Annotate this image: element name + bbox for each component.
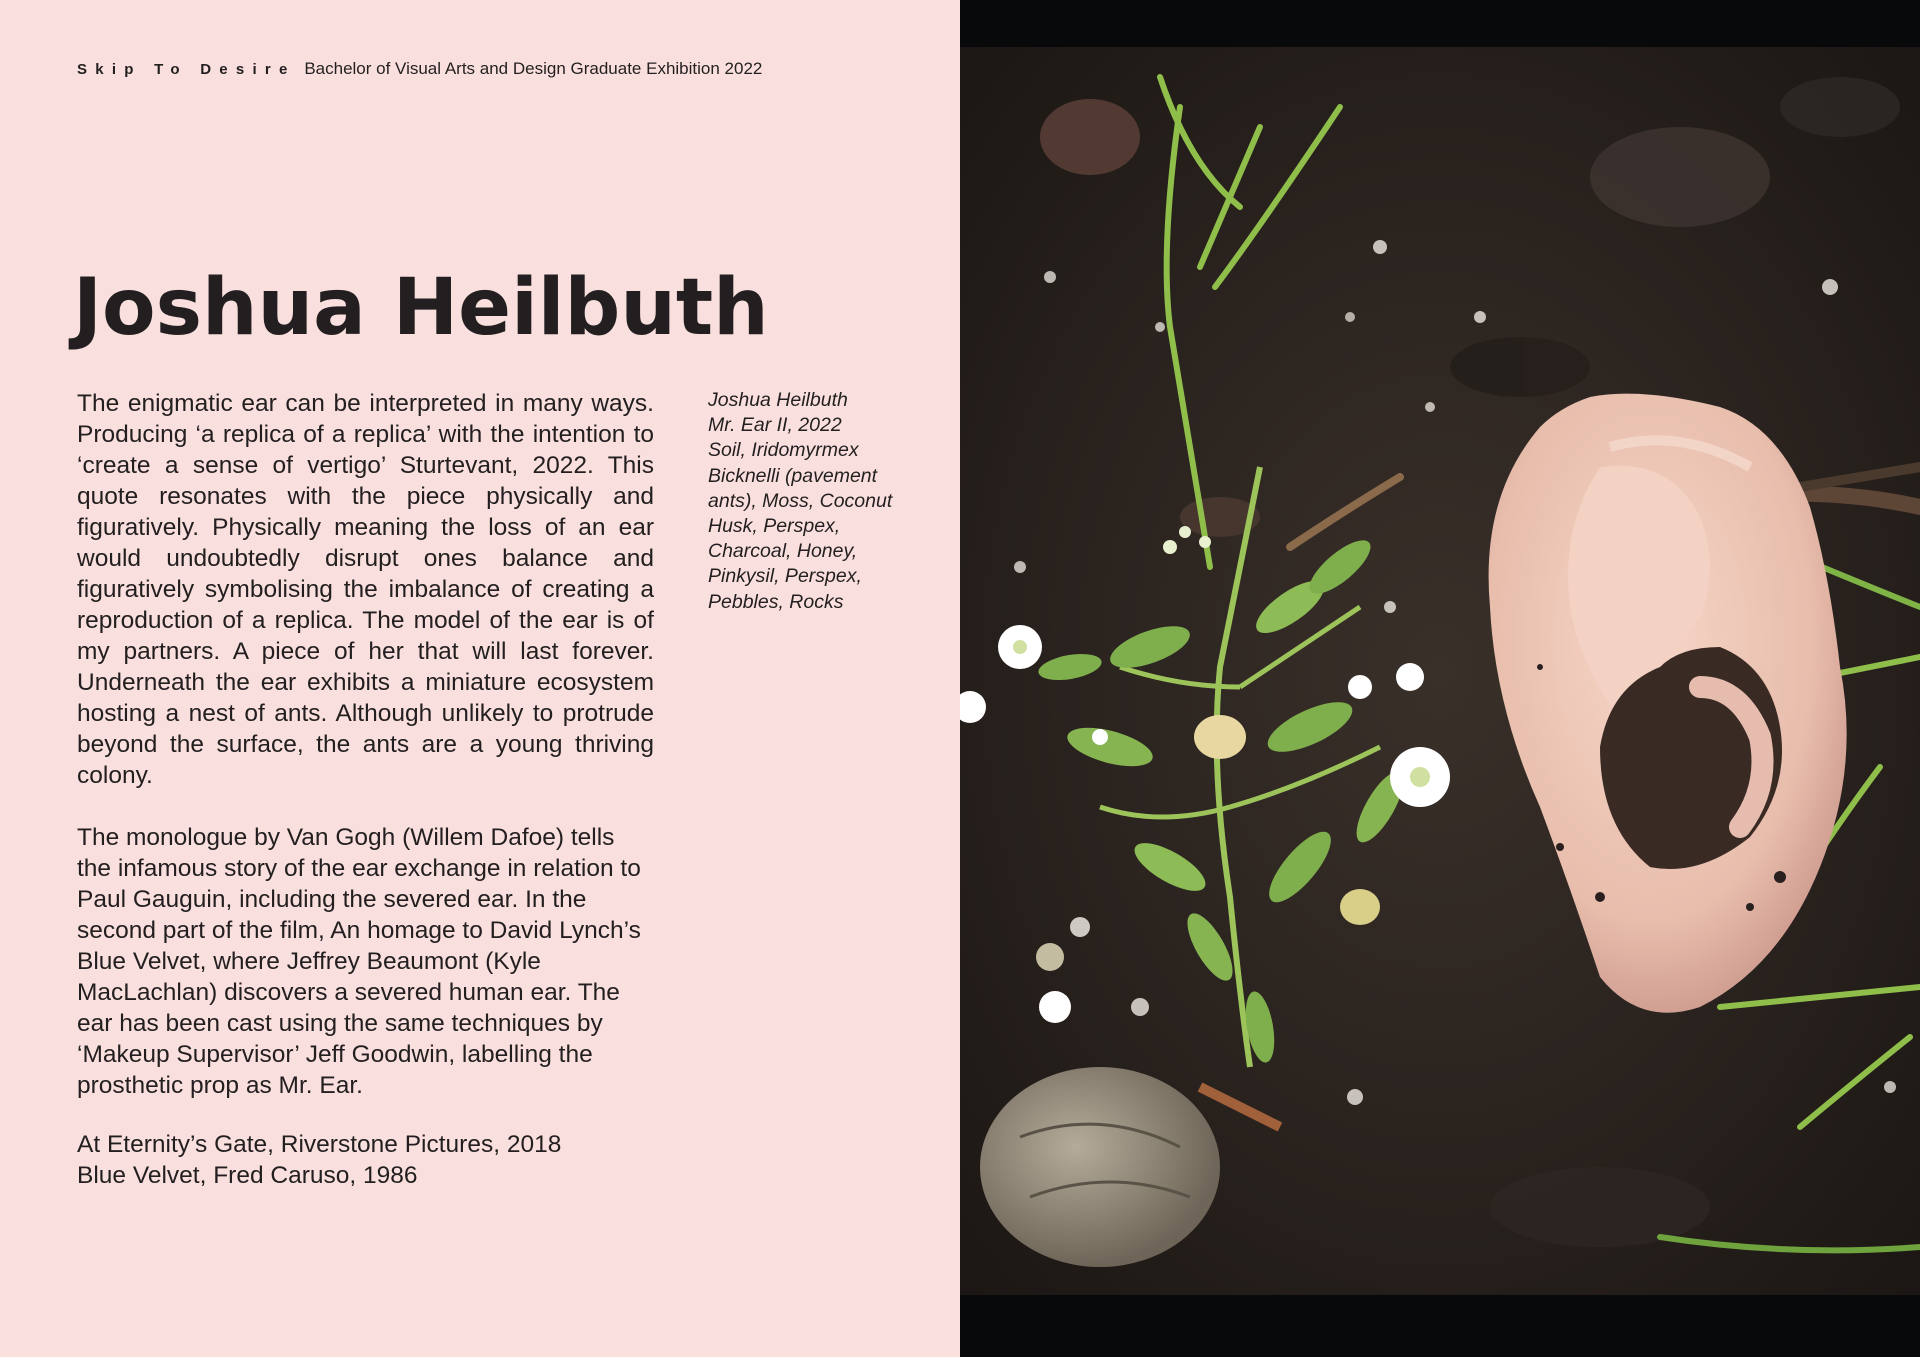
caption-line: ants), Moss, Coconut [708, 489, 893, 512]
exhibition-title: Skip To Desire [77, 61, 296, 78]
caption-line: Pinkysil, Perspex, [708, 565, 862, 588]
artist-name: Joshua Heilbuth [73, 263, 769, 353]
references [77, 1129, 654, 1191]
caption-line: Mr. Ear II, 2022 [708, 414, 842, 437]
ear-in-soil-photo [960, 47, 1920, 1295]
reference-item: Blue Velvet, Fred Caruso, 1986 [77, 1162, 418, 1189]
photo-panel [960, 0, 1920, 1357]
artist-statement [77, 388, 654, 1132]
caption-line: Pebbles, Rocks [708, 590, 844, 613]
artwork-caption [708, 388, 908, 615]
caption-line: Charcoal, Honey, [708, 540, 858, 563]
reference-item: At Eternity’s Gate, Riverstone Pictures, 2018 [77, 1131, 562, 1158]
page-header [77, 58, 762, 81]
artwork-photo [960, 47, 1920, 1295]
caption-line: Soil, Iridomyrmex [708, 439, 859, 462]
statement-paragraph-1: The enigmatic ear can be interpreted in many ways. Producing ‘a replica of a replica’ with the intention to ‘create a sense of vertigo’ Sturtevant, 2022. This quote resonates with the piece physically and figuratively. Physically meaning the loss of an ear would undoubtedly disrupt ones balance and figuratively symbolising the imbalance of creating a reproduction of a replica. The model of the ear is of my partners. A piece of her that will last forever. Underneath the ear exhibits a miniature ecosystem hosting a nest of ants. Although unlikely to protrude beyond the surface, the ants are a young thriving colony. [77, 390, 654, 789]
caption-line: Joshua Heilbuth [708, 389, 848, 411]
caption-line: Husk, Perspex, [708, 515, 841, 538]
exhibition-subtitle: Bachelor of Visual Arts and Design Graduate Exhibition 2022 [304, 59, 763, 78]
caption-line: Bicknelli (pavement [708, 464, 878, 487]
statement-paragraph-2: The monologue by Van Gogh (Willem Dafoe) tells the infamous story of the ear exchange in relation to Paul Gauguin, including the severed ear. In the second part of the film, An homage to David Lynch’s Blue Velvet, where Jeffrey Beaumont (Kyle MacLachlan) discovers a severed human ear. The ear has been cast using the same techniques by ‘Makeup Supervisor’ Jeff Goodwin, labelling the prosthetic prop as Mr. Ear. [77, 824, 641, 1099]
